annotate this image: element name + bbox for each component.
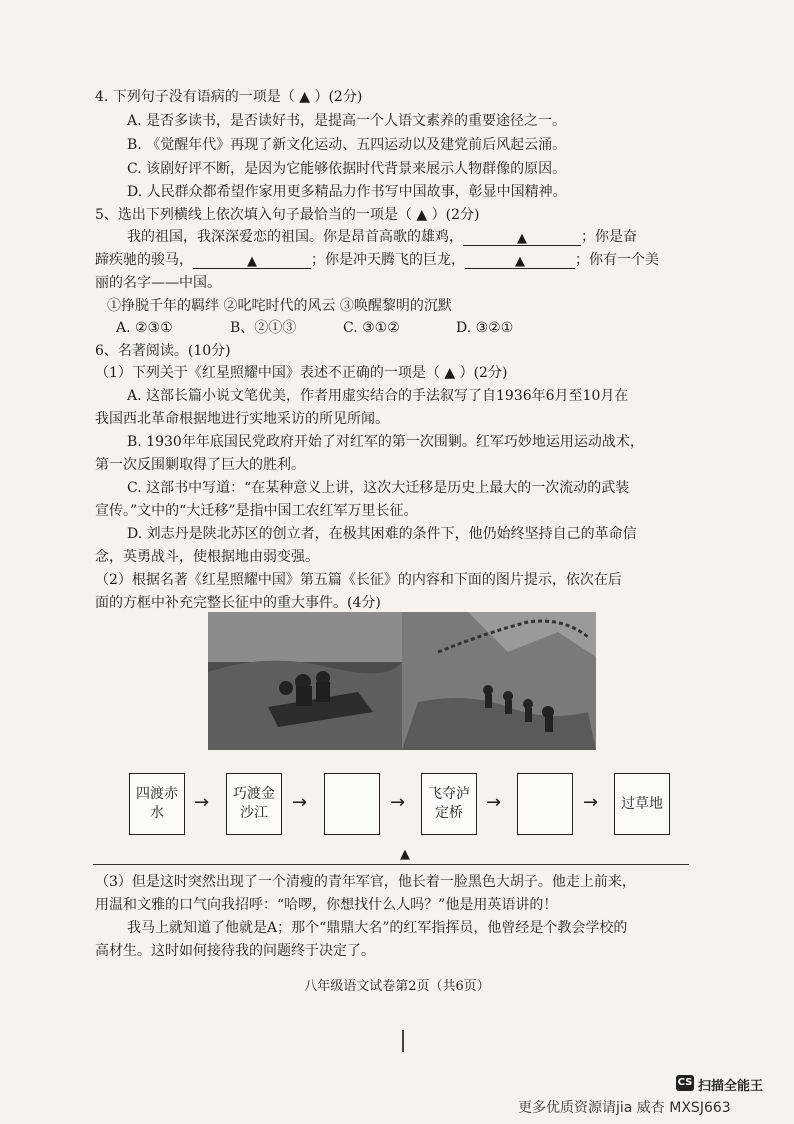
q6-option-b-line1: B. 1930年年底国民党政府开始了对红军的第一次围剿。红军巧妙地运用运动战术， [127, 434, 644, 450]
event-box-5-answer[interactable] [517, 773, 573, 835]
blank-marker: ▲ [515, 254, 525, 269]
q6-part3-line2: 用温和文雅的口气向我招呼：“哈啰，你想找什么人吗？”他是用英语讲的！ [95, 897, 558, 913]
q5-blank-1[interactable] [463, 229, 581, 246]
q5-stem: 5、选出下列横线上依次填入句子最恰当的一项是（ ▲ ）(2分) [95, 207, 480, 223]
event-box-6: 过草地 [614, 773, 670, 835]
answer-line[interactable] [93, 864, 689, 865]
q6-option-b-line2: 第一次反围剿取得了巨大的胜利。 [95, 457, 305, 473]
camscanner-logo-icon: CS [676, 1075, 694, 1091]
q6-part1-stem: （1）下列关于《红星照耀中国》表述不正确的一项是（ ▲ ）(2分) [95, 365, 508, 381]
q6-part3-line1: （3）但是这时突然出现了一个清瘦的青年军官，他长着一脸黑色大胡子。他走上前来， [95, 874, 636, 890]
q5-line3: 丽的名字——中国。 [95, 275, 221, 291]
q5-option-c: C. ③①② [343, 320, 400, 336]
q5-phrases: ①挣脱千年的羁绊 ②叱咤时代的风云 ③唤醒黎明的沉默 [107, 298, 452, 314]
q5-line2-pre: 蹄疾驰的骏马， [95, 252, 193, 268]
q6-option-d-line2: 念，英勇战斗，使根据地由弱变强。 [95, 549, 319, 565]
q5-line1-post: ；你是奋 [581, 229, 637, 245]
event-box-2: 巧渡金沙江 [226, 773, 282, 835]
q4-option-a: A. 是否多读书，是否读好书，是提高一个人语文素养的重要途径之一。 [127, 113, 567, 129]
scan-artifact [402, 1030, 404, 1052]
arrow-icon: → [292, 792, 308, 813]
long-march-illustration [208, 612, 596, 750]
event-box-4: 飞夺泸定桥 [421, 773, 477, 835]
q6-part2-line2: 面的方框中补充完整长征中的重大事件。(4分) [95, 595, 381, 611]
arrow-icon: → [390, 792, 406, 813]
arrow-icon: → [583, 792, 599, 813]
q6-title: 6、名著阅读。(10分) [95, 343, 231, 359]
q5-option-d: D. ③②① [456, 320, 514, 336]
q6-option-c-line1: C. 这部书中写道：“在某种意义上讲，这次大迁移是历史上最大的一次流动的武装 [127, 480, 630, 496]
event-box-3-answer[interactable] [324, 773, 380, 835]
watermark-app-name: 扫描全能王 [698, 1079, 764, 1094]
q6-option-d-line1: D. 刘志丹是陕北苏区的创立者，在极其困难的条件下，他仍始终坚持自己的革命信 [127, 526, 637, 542]
q5-line1 [127, 228, 637, 246]
q4-option-b: B. 《觉醒年代》再现了新文化运动、五四运动以及建党前后风起云涌。 [127, 137, 567, 153]
q6-part3-line4: 高材生。这时如何接待我的问题终于决定了。 [95, 943, 375, 959]
long-march-photo [208, 612, 596, 750]
blank-marker: ▲ [517, 231, 527, 246]
q5-line2-mid: ；你是冲天腾飞的巨龙， [311, 252, 465, 268]
q4-option-c: C. 该剧好评不断，是因为它能够依据时代背景来展示人物群像的原因。 [127, 161, 567, 177]
q6-option-a-line2: 我国西北革命根据地进行实地采访的所见所闻。 [95, 411, 389, 427]
arrow-icon: → [486, 792, 502, 813]
q5-blank-2[interactable] [193, 252, 311, 269]
q4-option-d: D. 人民群众都希望作家用更多精品力作书写中国故事，彰显中国精神。 [127, 184, 567, 200]
q5-line1-pre: 我的祖国，我深深爱恋的祖国。你是昂首高歌的雄鸡， [127, 229, 463, 245]
q5-option-a: A. ②③① [116, 320, 173, 336]
blank-marker: ▲ [247, 254, 257, 269]
q6-option-c-line2: 宣传。”文中的“大迁移”是指中国工农红军万里长征。 [95, 503, 418, 519]
q5-option-b: B、②①③ [230, 320, 297, 336]
page-footer: 八年级语文试卷第2页（共6页） [304, 979, 490, 994]
arrow-icon: → [194, 792, 210, 813]
q6-part2-line1: （2）根据名著《红星照耀中国》第五篇《长征》的内容和下面的图片提示，依次在后 [95, 572, 622, 588]
answer-marker: ▲ [400, 847, 410, 862]
event-box-1: 四渡赤水 [129, 773, 185, 835]
q5-blank-3[interactable] [465, 252, 575, 269]
q5-line2 [95, 251, 659, 269]
q5-line2-post: ；你有一个美 [575, 252, 659, 268]
watermark-bottom-text: 更多优质资源请jia 威杏 MXSJ663 [518, 1100, 731, 1116]
q6-part3-line3: 我马上就知道了他就是A；那个“鼎鼎大名”的红军指挥员，他曾经是个教会学校的 [127, 920, 628, 936]
q4-stem: 4. 下列句子没有语病的一项是（ ▲ ）(2分) [95, 89, 363, 105]
q6-option-a-line1: A. 这部长篇小说文笔优美，作者用虚实结合的手法叙写了自1936年6月至10月在 [127, 388, 629, 404]
